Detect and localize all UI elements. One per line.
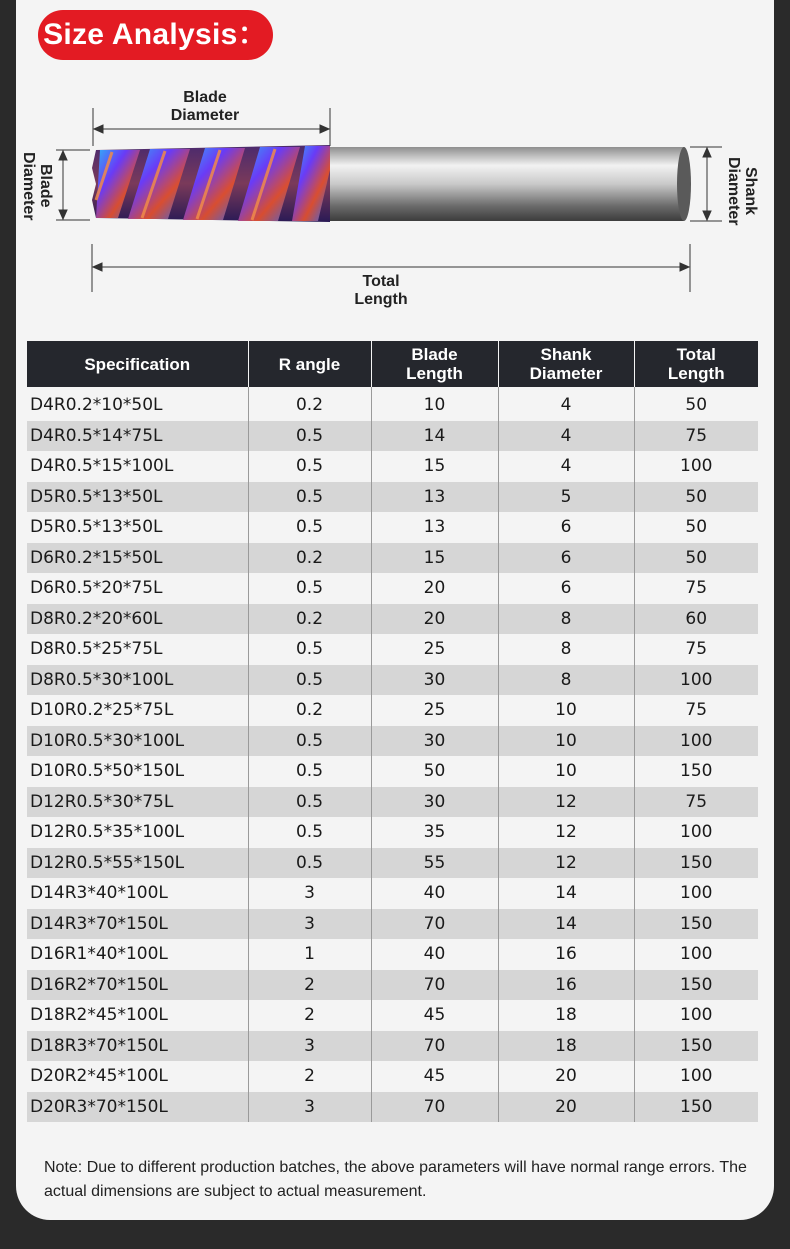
cell-r-angle: 0.2: [248, 543, 371, 574]
cell-r-angle: 0.5: [248, 451, 371, 482]
table-row: [27, 1000, 758, 1031]
cell-total-length: 100: [680, 456, 713, 477]
cell-shank-diameter: 10: [498, 695, 634, 726]
cell-r-angle: 0.5: [248, 756, 371, 787]
table-row: [27, 756, 758, 787]
cell-specification: D10R0.2*25*75L: [27, 695, 248, 726]
cell-specification: D5R0.5*13*50L: [27, 482, 248, 513]
total-length-label: Total Length: [354, 273, 408, 308]
cell-total-length: 60: [634, 604, 758, 635]
cell-r-angle: 3: [248, 909, 371, 940]
cell-total-length: 100: [680, 1005, 713, 1026]
cell-shank-diameter: 8: [498, 665, 634, 696]
cell-r-angle: 0.5: [248, 421, 371, 452]
cell-blade-length: 35: [371, 817, 498, 848]
table-row: [27, 939, 758, 970]
table-row: [27, 848, 758, 879]
cell-specification: D4R0.5*14*75L: [27, 421, 248, 452]
cell-specification: D16R1*40*100L: [27, 939, 248, 970]
cell-r-angle: 0.2: [248, 387, 371, 421]
cell-shank-diameter: 12: [498, 787, 634, 818]
cell-r-angle: 0.5: [248, 787, 371, 818]
cell-shank-diameter: 4: [498, 387, 634, 421]
cell-total-length: 50: [634, 482, 758, 513]
header-total-length: Total Length: [634, 341, 758, 387]
cell-specification: D12R0.5*30*75L: [27, 787, 248, 818]
table-row: [27, 909, 758, 940]
cell-total-length: 50: [634, 543, 758, 574]
cell-specification: D4R0.5*15*100L: [27, 451, 248, 482]
cell-specification: D14R3*70*150L: [27, 909, 248, 940]
note-text: Note: Due to different production batches, the above parameters will have normal range errors. The actual dimensions are subject to actual measurement.: [44, 1159, 747, 1200]
table-row: [27, 726, 758, 757]
cell-specification: D20R3*70*150L: [27, 1092, 248, 1123]
cell-specification: D18R3*70*150L: [27, 1031, 248, 1062]
cell-total-length: 150: [634, 909, 758, 940]
table-row: [27, 604, 758, 635]
cell-r-angle: 0.5: [248, 726, 371, 757]
header-shank-diameter: Shank Diameter: [498, 341, 634, 387]
cell-shank-diameter: 16: [498, 939, 634, 970]
cell-shank-diameter: 14: [498, 878, 634, 909]
cell-specification: D12R0.5*35*100L: [27, 817, 248, 848]
cell-blade-length: 30: [371, 787, 498, 818]
cell-blade-length: 15: [371, 451, 498, 482]
table-row: [27, 1031, 758, 1062]
table-header-row: [27, 341, 758, 387]
header-blade-length: Blade Length: [371, 341, 498, 387]
cell-r-angle: 2: [248, 970, 371, 1001]
cell-blade-length: 45: [371, 1000, 498, 1031]
cell-specification: D4R0.2*10*50L: [27, 387, 248, 421]
cell-shank-diameter: 14: [498, 909, 634, 940]
cell-blade-length: 14: [371, 421, 498, 452]
cell-blade-length: 25: [371, 634, 498, 665]
cell-r-angle: 0.5: [248, 512, 371, 543]
cell-total-length: 100: [680, 944, 713, 965]
table-row: [27, 512, 758, 543]
cell-r-angle: 1: [248, 939, 371, 970]
cell-blade-length: 40: [371, 878, 498, 909]
cell-total-length: 75: [634, 421, 758, 452]
table-row: [27, 665, 758, 696]
cell-shank-diameter: 6: [498, 512, 634, 543]
cell-specification: D8R0.2*20*60L: [27, 604, 248, 635]
blade-diameter-top-label: Blade Diameter: [170, 89, 240, 124]
cell-blade-length: 50: [371, 756, 498, 787]
table-row: [27, 387, 758, 421]
cell-blade-length: 70: [371, 970, 498, 1001]
header-r-angle: R angle: [248, 341, 371, 387]
cell-specification: D12R0.5*55*150L: [27, 848, 248, 879]
cell-r-angle: 0.2: [248, 695, 371, 726]
cell-total-length: 75: [634, 787, 758, 818]
header-specification: Specification: [27, 341, 248, 387]
table-row: [27, 970, 758, 1001]
size-table: [27, 341, 758, 1122]
cell-total-length: 50: [685, 517, 708, 538]
cell-blade-length: 13: [371, 512, 498, 543]
cell-r-angle: 0.5: [248, 482, 371, 513]
cell-shank-diameter: 8: [498, 604, 634, 635]
cell-r-angle: 3: [248, 878, 371, 909]
cell-total-length: 150: [680, 761, 713, 782]
cell-r-angle: 2: [248, 1000, 371, 1031]
cell-shank-diameter: 18: [498, 1031, 634, 1062]
cell-specification: D8R0.5*30*100L: [27, 665, 248, 696]
cell-blade-length: 20: [371, 573, 498, 604]
cell-r-angle: 3: [248, 1031, 371, 1062]
table-row: [27, 878, 758, 909]
cell-shank-diameter: 18: [498, 1000, 634, 1031]
cell-shank-diameter: 6: [498, 543, 634, 574]
cell-blade-length: 55: [371, 848, 498, 879]
table-row: [27, 1092, 758, 1123]
cell-specification: D6R0.5*20*75L: [27, 573, 248, 604]
cell-r-angle: 0.5: [248, 848, 371, 879]
cell-total-length: 150: [634, 1031, 758, 1062]
cell-specification: D10R0.5*50*150L: [27, 756, 248, 787]
shank-diameter-label: Shank Diameter: [725, 156, 759, 226]
cell-blade-length: 15: [371, 543, 498, 574]
cell-r-angle: 2: [248, 1061, 371, 1092]
cell-blade-length: 70: [371, 1031, 498, 1062]
cell-r-angle: 3: [248, 1092, 371, 1123]
cell-total-length: 50: [685, 395, 708, 416]
page-title: Size Analysis：: [38, 10, 273, 60]
cell-blade-length: 13: [371, 482, 498, 513]
cell-specification: D14R3*40*100L: [27, 878, 248, 909]
cell-specification: D20R2*45*100L: [27, 1061, 248, 1092]
cell-shank-diameter: 4: [498, 421, 634, 452]
cell-shank-diameter: 6: [498, 573, 634, 604]
cell-total-length: 100: [680, 1066, 713, 1087]
cell-blade-length: 30: [371, 665, 498, 696]
cell-total-length: 75: [685, 639, 708, 660]
cell-blade-length: 45: [371, 1061, 498, 1092]
cell-specification: D8R0.5*25*75L: [27, 634, 248, 665]
table-row: [27, 543, 758, 574]
cell-total-length: 150: [634, 1092, 758, 1123]
blade-diameter-side-label: Blade Diameter: [20, 151, 54, 221]
cell-total-length: 75: [685, 700, 708, 721]
cell-shank-diameter: 8: [498, 634, 634, 665]
cell-shank-diameter: 5: [498, 482, 634, 513]
cell-specification: D6R0.2*15*50L: [27, 543, 248, 574]
table-row: [27, 787, 758, 818]
cell-blade-length: 70: [371, 909, 498, 940]
shank-end: [677, 147, 691, 221]
cell-r-angle: 0.5: [248, 665, 371, 696]
cell-total-length: 150: [634, 848, 758, 879]
cell-blade-length: 40: [371, 939, 498, 970]
cell-shank-diameter: 12: [498, 817, 634, 848]
cell-shank-diameter: 4: [498, 451, 634, 482]
cell-shank-diameter: 10: [498, 756, 634, 787]
cell-specification: D10R0.5*30*100L: [27, 726, 248, 757]
shank-body: [328, 147, 684, 221]
cell-specification: D18R2*45*100L: [27, 1000, 248, 1031]
cell-blade-length: 25: [371, 695, 498, 726]
cell-shank-diameter: 20: [498, 1061, 634, 1092]
table-row: [27, 482, 758, 513]
cell-total-length: 150: [634, 970, 758, 1001]
cell-blade-length: 10: [371, 387, 498, 421]
cell-total-length: 75: [685, 578, 708, 599]
cell-total-length: 100: [680, 822, 713, 843]
cell-total-length: 100: [680, 883, 713, 904]
table-row: [27, 451, 758, 482]
cell-blade-length: 20: [371, 604, 498, 635]
cell-shank-diameter: 10: [498, 726, 634, 757]
table-row: [27, 695, 758, 726]
cell-shank-diameter: 16: [498, 970, 634, 1001]
table-row: [27, 817, 758, 848]
cell-shank-diameter: 12: [498, 848, 634, 879]
table-row: [27, 1061, 758, 1092]
cell-blade-length: 30: [371, 726, 498, 757]
table-row: [27, 634, 758, 665]
table-row: [27, 421, 758, 452]
cell-r-angle: 0.5: [248, 573, 371, 604]
cell-r-angle: 0.2: [248, 604, 371, 635]
cell-r-angle: 0.5: [248, 817, 371, 848]
cell-total-length: 100: [634, 665, 758, 696]
cell-r-angle: 0.5: [248, 634, 371, 665]
cell-shank-diameter: 20: [498, 1092, 634, 1123]
table-row: [27, 573, 758, 604]
cell-specification: D5R0.5*13*50L: [27, 512, 248, 543]
cell-total-length: 100: [634, 726, 758, 757]
cell-specification: D16R2*70*150L: [27, 970, 248, 1001]
cell-blade-length: 70: [371, 1092, 498, 1123]
